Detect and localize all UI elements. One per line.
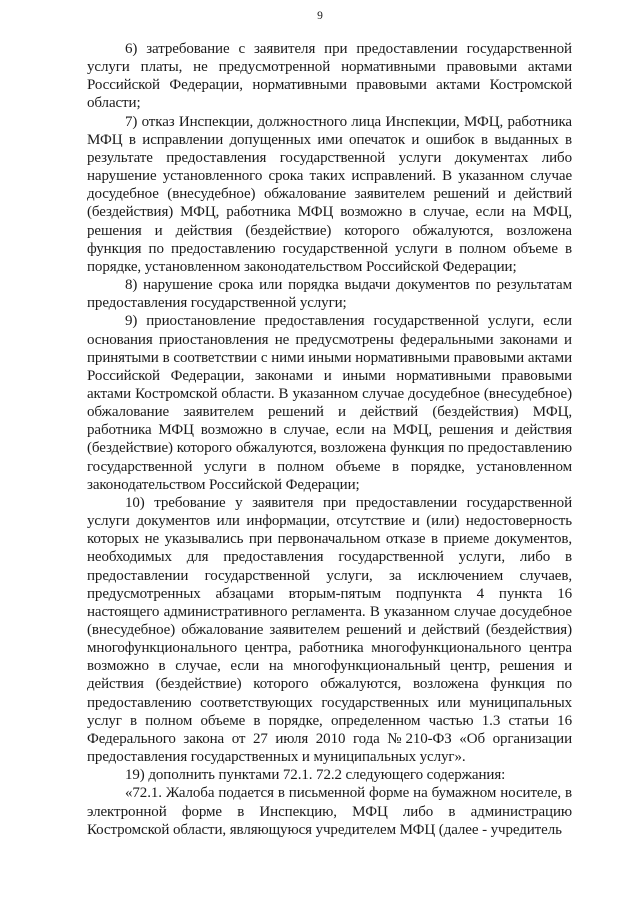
paragraph-amendment-19: 19) дополнить пунктами 72.1. 72.2 следующего содержания:: [125, 767, 506, 784]
paragraph-item-9: 9) приостановление предоставления государственной услуги, если основания приостановления не предусмотрены федеральными законами и принятыми в соответствии с ними иными нормативными правовыми актами Российской Федерации, законами и иными нормативными правовыми актами Костромской области. В указанном случае досудебное (внесудебное) обжалование заявителем решений и действий (бездействия) МФЦ, работника МФЦ возможно в случае, если на МФЦ, решения и действия (бездействие) которого обжалуются, возложена функция по предоставлению государственной услуги в полном объеме в порядке, установленном законодательством Российской Федерации;: [87, 313, 572, 493]
document-body: [87, 40, 572, 839]
paragraph-item-7: 7) отказ Инспекции, должностного лица Инспекции, МФЦ, работника МФЦ в исправлении допущенных ими опечаток и ошибок в выданных в результате предоставления государственной услуги документах либо нарушение установленного срока таких исправлений. В указанном случае досудебное (внесудебное) обжалование заявителем решений и действий (бездействия) МФЦ, работника МФЦ возможно в случае, если на МФЦ, решения и действия (бездействие) которого обжалуются, возложена функция по предоставлению государственной услуги в полном объеме в порядке, установленном законодательством Российской Федерации;: [87, 113, 572, 275]
paragraph-clause-72-1: «72.1. Жалоба подается в письменной форме на бумажном носителе, в электронной форме в Инспекцию, МФЦ либо в администрацию Костромской области, являющуюся учредителем МФЦ (далее - учредитель: [87, 785, 572, 838]
paragraph-item-6: 6) затребование с заявителя при предоставлении государственной услуги платы, не предусмотренной нормативными правовыми актами Российской Федерации, нормативными правовыми актами Костромской области;: [87, 41, 572, 112]
paragraph-item-8: 8) нарушение срока или порядка выдачи документов по результатам предоставления государственной услуги;: [87, 277, 572, 312]
page-number: 9: [317, 10, 323, 22]
paragraph-item-10: 10) требование у заявителя при предоставлении государственной услуги документов или информации, отсутствие и (или) недостоверность которых не указывались при первоначальном отказе в приеме документов, необходимых для предоставления государственной услуги, либо в предоставлении государственной услуги, за исключением случаев, предусмотренных абзацами вторым-пятым подпункта 4 пункта 16 настоящего административного регламента. В указанном случае досудебное (внесудебное) обжалование заявителем решений и действий (бездействия) многофункционального центра, работника многофункционального центра возможно в случае, если на многофункциональный центр, решения и действия (бездействие) которого обжалуются, возложена функция по предоставлению соответствующих государственных или муниципальных услуг в полном объеме в порядке, определенном частью 1.3 статьи 16 Федерального закона от 27 июля 2010 года №210-ФЗ «Об организации предоставления государственных и муниципальных услуг».: [87, 494, 572, 766]
